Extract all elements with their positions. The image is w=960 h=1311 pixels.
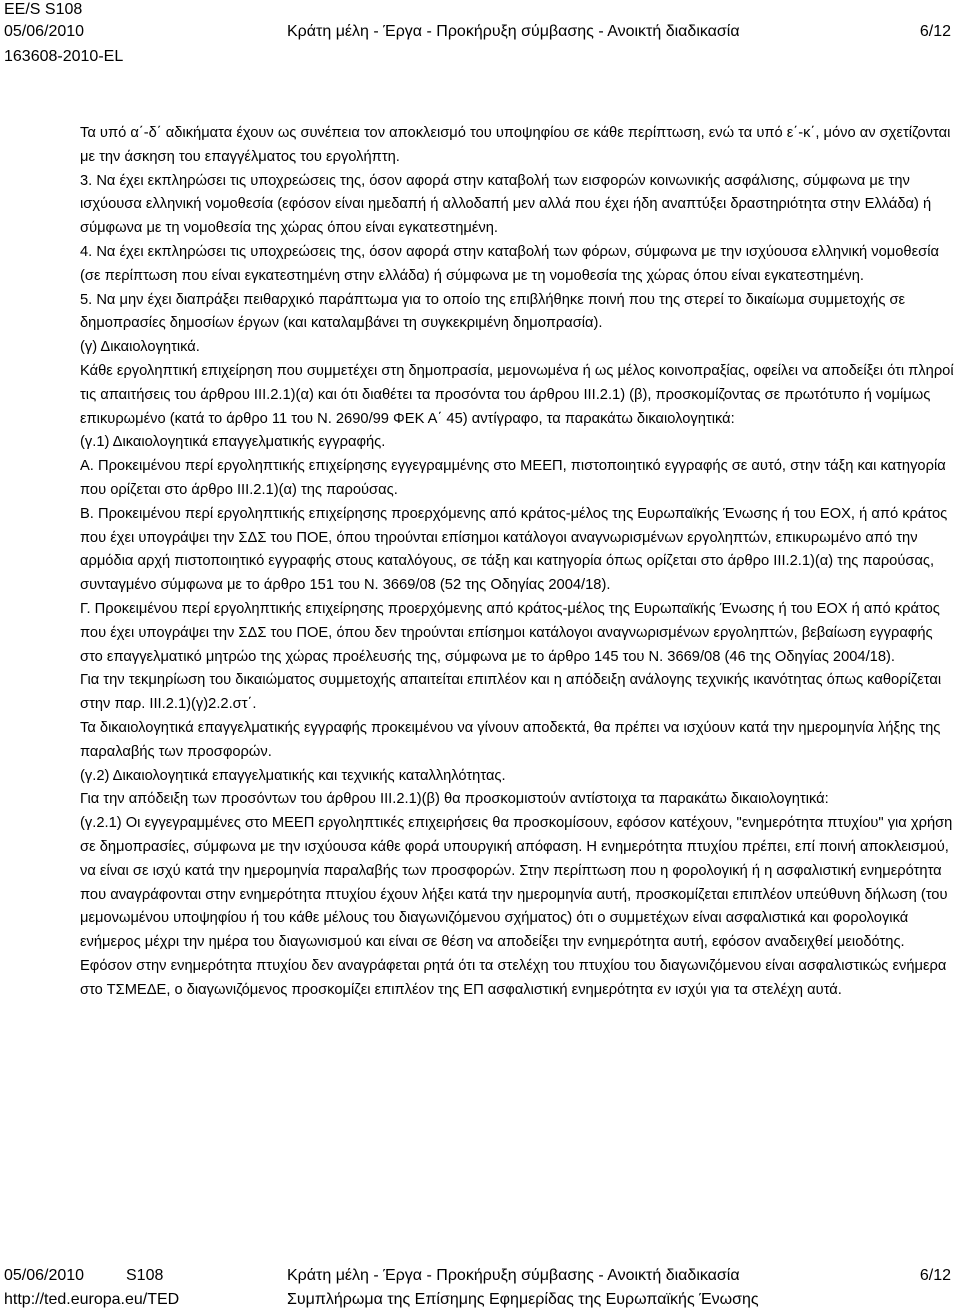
footer-page-number: 6/12 bbox=[919, 1267, 951, 1284]
footer-date: 05/06/2010 bbox=[4, 1267, 85, 1284]
paragraph-item-g-2-1: (γ.2.1) Οι εγγεγραμμένες στο ΜΕΕΠ εργοληπτικές επιχειρήσεις θα προσκομίσουν, εφόσον κατέχουν, "ενημερότητα πτυχίου" για χρήση σε δημοπρασίες, σύμφωνα με την ισχύουσα κάθε φορά υπουργική απόφαση. Η ενημερότητα πτυχίου πρέπει, επί ποινή αποκλεισμού, να είναι σε ισχύ κατά την ημερομηνία παραλαβής των προσφορών. Στην περίπτωση που η φορολογική ή η ασφαλιστική ενημερότητα που αναγράφονται στην ενημερότητα πτυχίου έχουν λήξει κατά την ημερομηνία αυτή, προσκομίζεται επιπλέον υπεύθυνη δήλωση (του μεμονωμένου υποψηφίου ή του κάθε μέλους του διαγωνιζόμενου σχήματος) ότι ο συμμετέχων είναι ασφαλιστικά και φορολογικά ενήμερος μέχρι την ημέρα του διαγωνισμού και είναι σε θέση να αποδείξει την ενημερότητα αυτή, εφόσον αναδειχθεί μειοδότης. Εφόσον στην ενημερότητα πτυχίου δεν αναγράφεται ρητά ότι τα στελέχη του πτυχίου του διαγωνιζόμενου είναι ασφαλιστικώς ενήμερα στο ΤΣΜΕΔΕ, ο διαγωνιζόμενος προσκομίζει επιπλέον της ΕΠ ασφαλιστική ενημερότητα εν ισχύι για τα στελέχη αυτά. bbox=[80, 815, 953, 998]
paragraph-proof-intro: Για την απόδειξη των προσόντων του άρθρου ΙΙΙ.2.1)(β) θα προσκομιστούν αντίστοιχα τα παρακάτω δικαιολογητικά: bbox=[80, 791, 829, 808]
header-reference: EE/S S108 bbox=[4, 1, 83, 18]
header-doc-id: 163608-2010-EL bbox=[4, 48, 124, 65]
footer-title: Κράτη μέλη - Έργα - Προκήρυξη σύμβασης - Ανοικτή διαδικασία bbox=[287, 1267, 740, 1284]
header-date: 05/06/2010 bbox=[4, 23, 85, 40]
paragraph-validity: Τα δικαιολογητικά επαγγελματικής εγγραφής προκειμένου να γίνουν αποδεκτά, θα πρέπει να ισχύουν κατά την ημερομηνία λήξης της παραλαβής των προσφορών. bbox=[80, 719, 941, 760]
paragraph-offences: Τα υπό α΄-δ΄ αδικήματα έχουν ως συνέπεια τον αποκλεισμό του υποψηφίου σε κάθε περίπτωση, ενώ τα υπό ε΄-κ΄, μόνο αν σχετίζονται με την άσκηση του επαγγέλματος του εργολήπτη. bbox=[80, 125, 951, 165]
paragraph-item-c: Γ. Προκειμένου περί εργοληπτικής επιχείρησης προερχόμενης από κράτος-μέλος της Ευρωπαϊκής Ένωσης ή του ΕΟΧ ή από κράτος που έχει υπογράψει την ΣΔΣ του ΠΟΕ, όπου δεν τηρούνται επίσημοι κατάλογοι αναγνωρισμένων εργοληπτών, βεβαίωση εγγραφής στο επαγγελματικό μητρώο της χώρας προέλευσής της, σύμφωνα με το άρθρο 145 του Ν. 3669/08 (46 της Οδηγίας 2004/18). bbox=[80, 600, 940, 665]
header-page-number: 6/12 bbox=[919, 23, 951, 40]
paragraph-item-a: Α. Προκειμένου περί εργοληπτικής επιχείρησης εγγεγραμμένης στο ΜΕΕΠ, πιστοποιητικό εγγραφής σε αυτό, στην τάξη και κατηγορία που ορίζεται στο άρθρο ΙΙΙ.2.1)(α) της παρούσας. bbox=[80, 458, 946, 498]
section-heading-suitability: (γ.2) Δικαιολογητικά επαγγελματικής και τεχνικής καταλληλότητας. bbox=[80, 767, 506, 784]
footer-code: S108 bbox=[126, 1267, 164, 1284]
paragraph-item-4: 4. Να έχει εκπληρώσει τις υποχρεώσεις της, όσον αφορά στην καταβολή των φόρων, σύμφωνα με την ισχύουσα ελληνική νομοθεσία (σε περίπτωση που είναι εγκατεστημένη στην ελλάδα) ή σύμφωνα με τη νομοθεσία της χώρας όπου είναι εγκατεστημένη. bbox=[80, 243, 939, 284]
paragraph-item-5: 5. Να μην έχει διαπράξει πειθαρχικό παράπτωμα για το οποίο της επιβλήθηκε ποινή που της στερεί το δικαίωμα συμμετοχής σε δημοπρασίες δημοσίων έργων (και καταλαμβάνει τη συγκεκριμένη δημοπρασία). bbox=[80, 291, 906, 332]
paragraph-technical-capacity: Για την τεκμηρίωση του δικαιώματος συμμετοχής απαιτείται επιπλέον και η απόδειξη ανάλογης τεχνικής ικανότητας όπως καθορίζεται στην παρ. ΙΙΙ.2.1)(γ)2.2.στ΄. bbox=[80, 672, 942, 713]
paragraph-item-3: 3. Να έχει εκπληρώσει τις υποχρεώσεις της, όσον αφορά στην καταβολή των εισφορών κοινωνικής ασφάλισης, σύμφωνα με την ισχύουσα ελληνική νομοθεσία (εφόσον είναι ημεδαπή ή αλλοδαπή μεν αλλά που έχει ήδη αναπτύξει δραστηριότητα στην Ελλάδα) ή σύμφωνα με τη νομοθεσία της χώρας όπου είναι εγκατεστημένη. bbox=[80, 172, 932, 237]
paragraph-documents-intro: Κάθε εργοληπτική επιχείρηση που συμμετέχει στη δημοπρασία, μεμονωμένα ή ως μέλος κοινοπραξίας, οφείλει να αποδείξει ότι πληροί τις απαιτήσεις του άρθρου ΙΙΙ.2.1)(α) και ότι διαθέτει τα προσόντα του άρθρου ΙΙΙ.2.1) (β), προσκομίζοντας σε πρωτότυπο ή νομίμως επικυρωμένο (κατά το άρθρο 11 του Ν. 2690/99 ΦΕΚ Α΄ 45) αντίγραφο, τα παρακάτω δικαιολογητικά: bbox=[80, 362, 954, 427]
document-body bbox=[80, 122, 955, 1002]
footer-subtitle: Συμπλήρωμα της Επίσημης Εφημερίδας της Ευρωπαϊκής Ένωσης bbox=[287, 1291, 759, 1308]
section-heading-documents: (γ) Δικαιολογητικά. bbox=[80, 339, 200, 356]
paragraph-item-b: Β. Προκειμένου περί εργοληπτικής επιχείρησης προερχόμενης από κράτος-μέλος της Ευρωπαϊκής Ένωσης ή του ΕΟΧ, ή από κράτος που έχει υπογράψει την ΣΔΣ του ΠΟΕ, όπου τηρούνται επίσημοι κατάλογοι αναγνωρισμένων εργοληπτών, επικυρωμένο από την αρμόδια αρχή πιστοποιητικό εγγραφής στους καταλόγους, σε τάξη και κατηγορία όπως ορίζεται στο άρθρο ΙΙΙ.2.1)(α) της παρούσας, συνταγμένο σύμφωνα με το άρθρο 151 του Ν. 3669/08 (52 της Οδηγίας 2004/18). bbox=[80, 505, 948, 594]
section-heading-registration: (γ.1) Δικαιολογητικά επαγγελματικής εγγραφής. bbox=[80, 434, 386, 451]
header-title: Κράτη μέλη - Έργα - Προκήρυξη σύμβασης - Ανοικτή διαδικασία bbox=[287, 23, 740, 40]
footer-url-link[interactable]: http://ted.europa.eu/TED bbox=[4, 1291, 180, 1308]
